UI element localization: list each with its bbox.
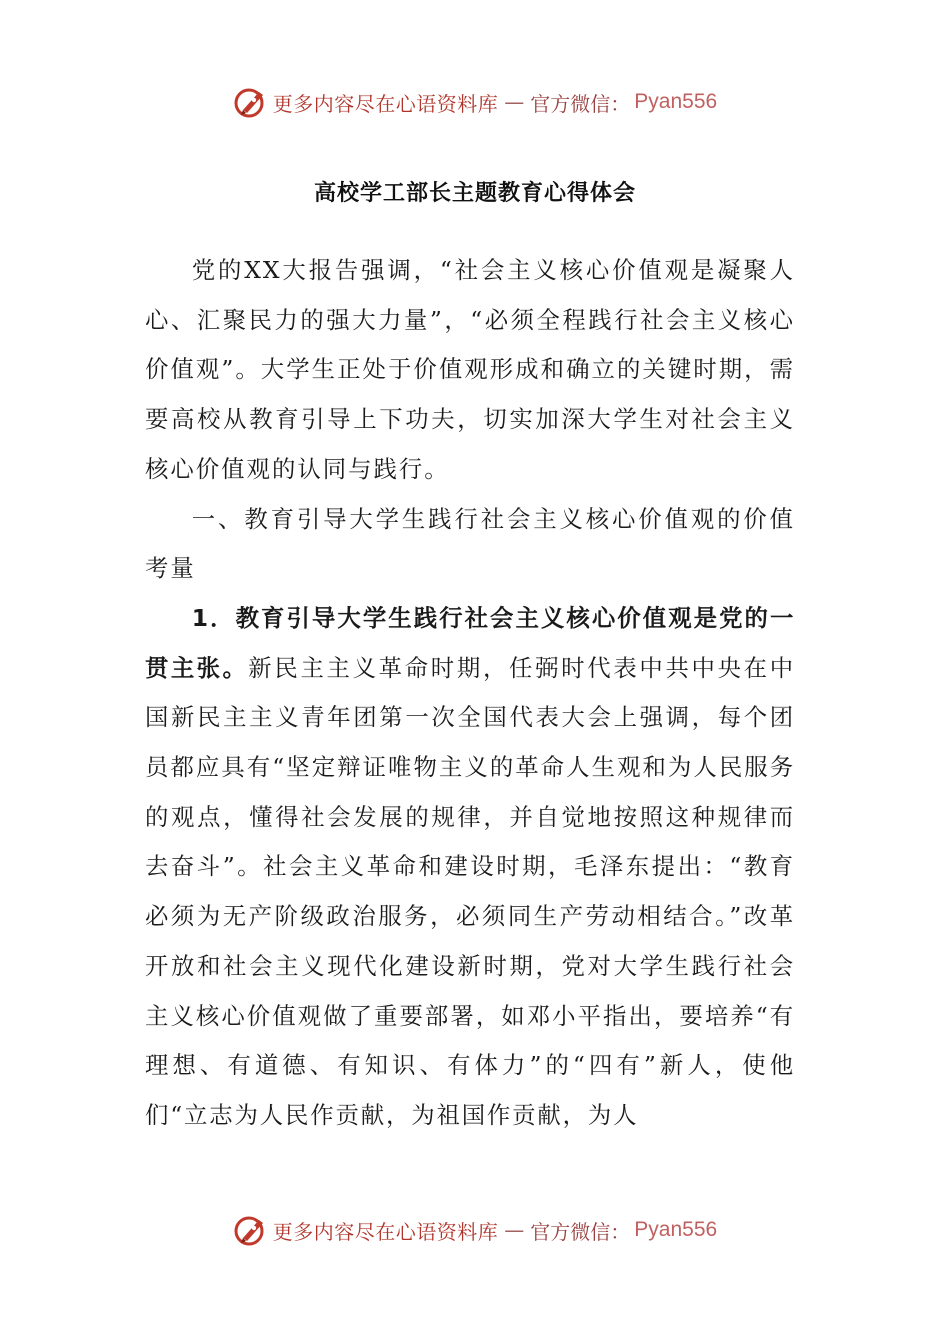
paragraph-point-one [145, 594, 795, 1141]
footer-banner-separator: — [504, 1218, 525, 1242]
paragraph-intro: 党的XX大报告强调，“社会主义核心价值观是凝聚人心、汇聚民力的强大力量”，“必须全程践行社会主义核心价值观”。大学生正处于价值观形成和确立的关键时期，需要高校从教育引导上下功夫，切实加深大学生对社会主义核心价值观的认同与践行。 [145, 256, 795, 483]
footer-banner-wechat-label: 官方微信： [530, 1219, 631, 1244]
footer-banner-tagline: 更多内容尽在心语资料库 [272, 1219, 499, 1244]
banner-wechat-id: Pyan556 [634, 90, 718, 113]
footer-banner-content [233, 1212, 717, 1248]
pen-logo-icon [233, 1212, 269, 1248]
banner-content [233, 84, 717, 120]
footer-banner [0, 1210, 950, 1250]
banner-tagline: 更多内容尽在心语资料库 [272, 91, 499, 116]
header-banner [0, 82, 950, 122]
banner-separator: — [504, 90, 525, 114]
footer-banner-wechat-id: Pyan556 [634, 1218, 718, 1241]
banner-wechat-label: 官方微信： [530, 91, 631, 116]
point-one-heading: 1．教育引导大学生践行社会主义核心价值观是党的一贯主张。 [145, 603, 795, 682]
pen-logo-icon [233, 84, 269, 120]
paragraph-section-heading: 一、教育引导大学生践行社会主义核心价值观的价值考量 [145, 504, 795, 583]
document-body [145, 246, 795, 1141]
point-one-text: 新民主主义革命时期，任弼时代表中共中央在中国新民主主义青年团第一次全国代表大会上强调，每个团员都应具有“坚定辩证唯物主义的革命人生观和为人民服务的观点，懂得社会发展的规律，并自觉地按照这种规律而去奋斗”。社会主义革命和建设时期，毛泽东提出：“教育必须为无产阶级政治服务，必须同生产劳动相结合。”改革开放和社会主义现代化建设新时期，党对大学生践行社会主义核心价值观做了重要部署，如邓小平指出，要培养“有理想、有道德、有知识、有体力”的“四有”新人，使他们“立志为人民作贡献，为祖国作贡献，为人 [145, 653, 795, 1129]
document-title: 高校学工部长主题教育心得体会 [313, 181, 636, 206]
